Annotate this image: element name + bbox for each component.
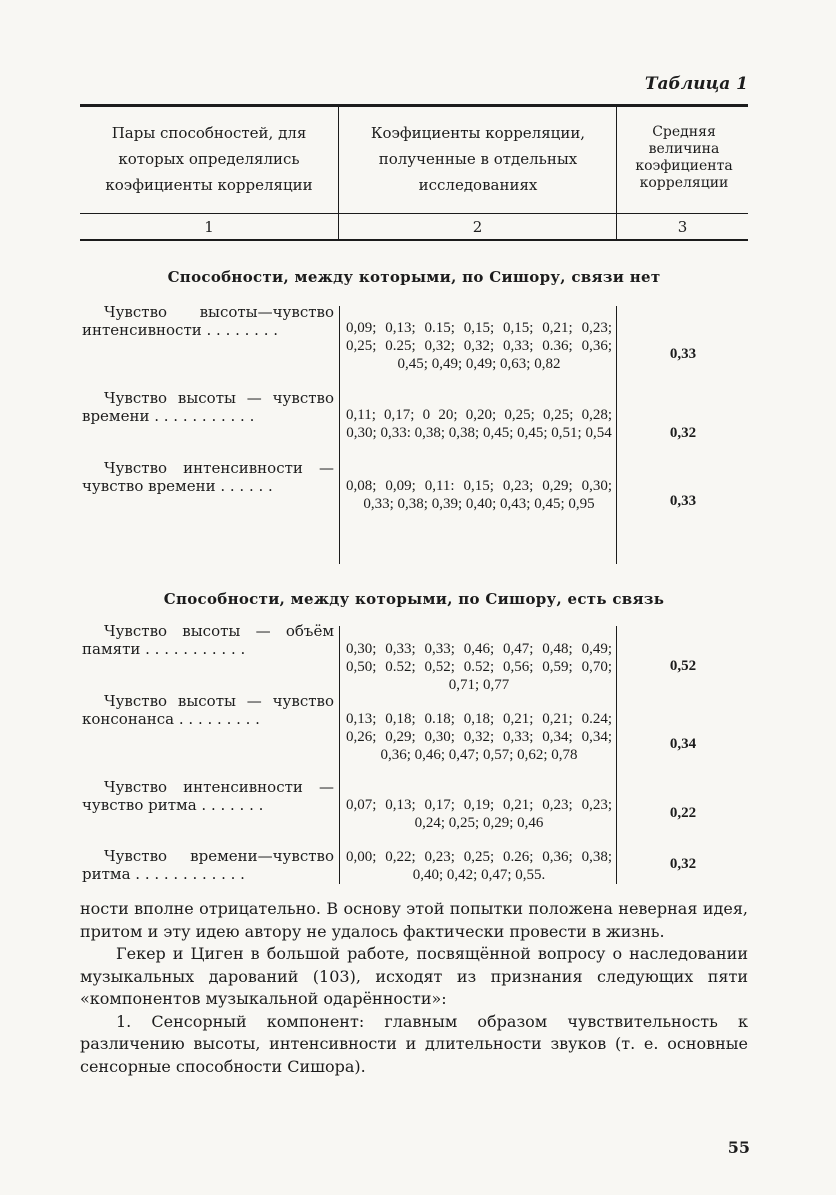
coefficients-list: 0,00; 0,22; 0,23; 0,25; 0.26; 0,36; 0,38; 0,40; 0,42; 0,47; 0,55. bbox=[346, 849, 612, 883]
header-bottom-rule bbox=[80, 213, 748, 214]
pair-label bbox=[82, 303, 334, 339]
pair-label-line1: Чувство времени—чувство bbox=[104, 847, 334, 865]
pair-label-line1: Чувство высоты—чувство bbox=[104, 303, 334, 321]
pair-label bbox=[82, 847, 334, 883]
page-number: 55 bbox=[727, 1138, 750, 1157]
coefficients-list: 0,07; 0,13; 0,17; 0,19; 0,21; 0,23; 0,23; 0,24; 0,25; 0,29; 0,46 bbox=[346, 797, 612, 831]
section-title-with-link: Способности, между которыми, по Сишору, есть связь bbox=[163, 590, 665, 608]
column-number-rule bbox=[80, 239, 748, 241]
average-value: 0,32 bbox=[669, 425, 697, 441]
pair-label-line1: Чувство высоты — чувство bbox=[104, 692, 334, 710]
average-value: 0,52 bbox=[669, 658, 697, 674]
average-value: 0,33 bbox=[669, 493, 697, 509]
coefficients-list: 0,13; 0,18; 0.18; 0,18; 0,21; 0,21; 0.24; 0,26; 0,29; 0,30; 0,32; 0,33; 0,34; 0,34; 0,36; 0,46; 0,47; 0,57; 0,62; 0,78 bbox=[346, 711, 612, 763]
pair-label-line2: интенсивности . . . . . . . . bbox=[82, 321, 279, 339]
pair-label-line2: памяти . . . . . . . . . . . bbox=[82, 640, 246, 658]
table-title: Таблица 1 bbox=[644, 74, 748, 94]
header-coefficients: Коэфициенты корреляции, полученные в отдельных исследованиях bbox=[370, 124, 586, 194]
pair-label bbox=[82, 692, 334, 728]
section2-divider-2 bbox=[616, 626, 617, 884]
table-top-rule bbox=[80, 104, 748, 107]
pair-label bbox=[82, 778, 334, 814]
pair-label bbox=[82, 459, 334, 495]
pair-label-line1: Чувство интенсивности — bbox=[104, 778, 334, 796]
section1-divider-1 bbox=[339, 306, 340, 564]
pair-label-line2: ритма . . . . . . . . . . . . bbox=[82, 865, 245, 883]
paragraph: 1. Сенсорный компонент: главным образом чувствительность к различению высоты, интенсивности и длительности звуков (т. е. основные сенсорные способности Сишора). bbox=[80, 1011, 748, 1076]
coefficients-list: 0,08; 0,09; 0,11: 0,15; 0,23; 0,29; 0,30; 0,33; 0,38; 0,39; 0,40; 0,43; 0,45; 0,95 bbox=[346, 478, 612, 512]
average-value: 0,32 bbox=[669, 856, 697, 872]
column-number-3: 3 bbox=[677, 218, 688, 236]
pair-label-line2: времени . . . . . . . . . . . bbox=[82, 407, 255, 425]
pair-label-line2: чувство ритма . . . . . . . bbox=[82, 796, 264, 814]
pair-label-line2: консонанса . . . . . . . . . bbox=[82, 710, 260, 728]
pair-label-line1: Чувство интенсивности — bbox=[104, 459, 334, 477]
coefficients-list: 0,11; 0,17; 0 20; 0,20; 0,25; 0,25; 0,28; 0,30; 0,33: 0,38; 0,38; 0,45; 0,45; 0,51; 0,54 bbox=[346, 407, 612, 441]
header-average: Средняя величина коэфициента корреляции bbox=[635, 124, 733, 191]
pair-label bbox=[82, 622, 334, 658]
coefficients-list: 0,09; 0,13; 0.15; 0,15; 0,15; 0,21; 0,23; 0,25; 0.25; 0,32; 0,32; 0,33; 0.36; 0,36; 0,45; 0,49; 0,49; 0,63; 0,82 bbox=[346, 320, 612, 372]
pair-label-line1: Чувство высоты — чувство bbox=[104, 389, 334, 407]
pair-label-line1: Чувство высоты — объём bbox=[104, 622, 334, 640]
body-text bbox=[80, 898, 748, 1078]
section1-divider-2 bbox=[616, 306, 617, 564]
paragraph: Гекер и Циген в большой работе, посвящённой вопросу о наследовании музыкальных дарований (103), исходят из признания следующих пяти «компонентов музыкальной одарённости»: bbox=[80, 944, 748, 1008]
column-number-2: 2 bbox=[472, 218, 483, 236]
pair-label bbox=[82, 389, 334, 425]
column-number-1: 1 bbox=[204, 218, 214, 236]
average-value: 0,22 bbox=[669, 805, 697, 821]
paragraph: ности вполне отрицательно. В основу этой попытки положена неверная идея, притом и эту идею автору не удалось фактически провести в жизнь. bbox=[80, 899, 748, 941]
average-value: 0,34 bbox=[669, 736, 697, 752]
coefficients-list: 0,30; 0,33; 0,33; 0,46; 0,47; 0,48; 0,49; 0,50; 0.52; 0,52; 0.52; 0,56; 0,59; 0,70; 0,71; 0,77 bbox=[346, 641, 612, 693]
header-pairs: Пары способностей, для которых определялись коэфициенты корреляции bbox=[105, 124, 313, 194]
average-value: 0,33 bbox=[669, 346, 697, 362]
pair-label-line2: чувство времени . . . . . . bbox=[82, 477, 273, 495]
section-title-no-link: Способности, между которыми, по Сишору, связи нет bbox=[167, 268, 661, 286]
section2-divider-1 bbox=[339, 626, 340, 884]
